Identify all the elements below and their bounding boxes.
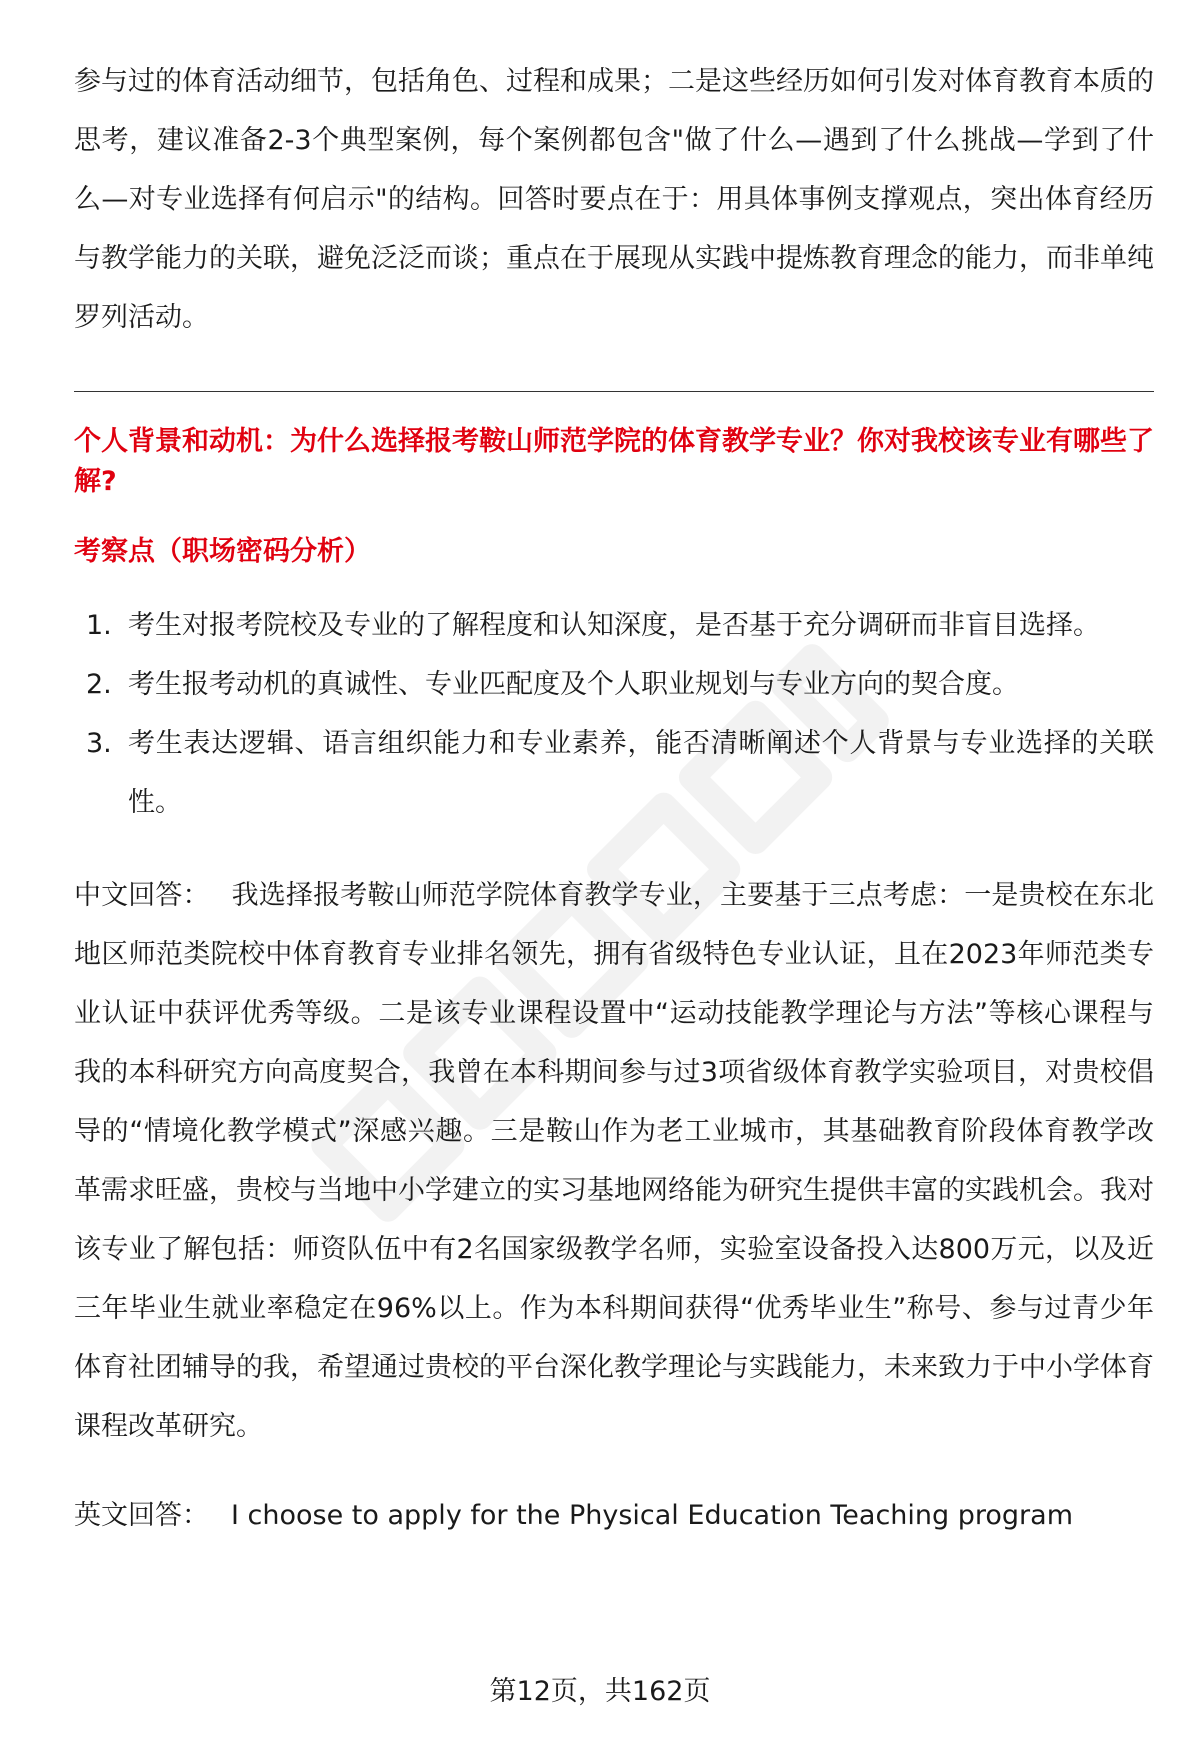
list-item-number: 2. xyxy=(86,669,112,700)
page-number-footer: 第12页，共162页 xyxy=(489,1676,711,1707)
english-answer-text: I choose to apply for the Physical Education Teaching program xyxy=(231,1500,1073,1531)
key-points-list xyxy=(74,596,1154,832)
intro-paragraph: 参与过的体育活动细节，包括角色、过程和成果；二是这些经历如何引发对体育教育本质的思考，建议准备2-3个典型案例，每个案例都包含"做了什么—遇到了什么挑战—学到了什么—对专业选择有何启示"的结构。回答时要点在于：用具体事例支撑观点，突出体育经历与教学能力的关联，避免泛泛而谈；重点在于展现从实践中提炼教育理念的能力，而非单纯罗列活动。 xyxy=(74,66,1154,333)
chinese-answer xyxy=(74,866,1154,1456)
list-item xyxy=(74,714,1154,832)
document-page xyxy=(74,52,1154,1545)
list-item-number: 3. xyxy=(86,728,112,759)
english-answer-label: 英文回答： xyxy=(74,1500,209,1531)
list-item xyxy=(74,655,1154,714)
list-item-number: 1. xyxy=(86,610,112,641)
question-heading: 个人背景和动机：为什么选择报考鞍山师范学院的体育教学专业？你对我校该专业有哪些了解? xyxy=(74,426,1154,497)
list-item-text: 考生对报考院校及专业的了解程度和认知深度，是否基于充分调研而非盲目选择。 xyxy=(128,610,1100,641)
key-points-heading: 考察点（职场密码分析） xyxy=(74,536,371,567)
chinese-answer-label: 中文回答： xyxy=(74,880,210,911)
list-item xyxy=(74,596,1154,655)
section-divider xyxy=(74,391,1154,392)
english-answer xyxy=(74,1486,1154,1545)
chinese-answer-text: 我选择报考鞍山师范学院体育教学专业，主要基于三点考虑：一是贵校在东北地区师范类院校中体育教育专业排名领先，拥有省级特色专业认证，且在2023年师范类专业认证中获评优秀等级。二是该专业课程设置中“运动技能教学理论与方法”等核心课程与我的本科研究方向高度契合，我曾在本科期间参与过3项省级体育教学实验项目，对贵校倡导的“情境化教学模式”深感兴趣。三是鞍山作为老工业城市，其基础教育阶段体育教学改革需求旺盛，贵校与当地中小学建立的实习基地网络能为研究生提供丰富的实践机会。我对该专业了解包括：师资队伍中有2名国家级教学名师，实验室设备投入达800万元，以及近三年毕业生就业率稳定在96%以上。作为本科期间获得“优秀毕业生”称号、参与过青少年体育社团辅导的我，希望通过贵校的平台深化教学理论与实践能力，未来致力于中小学体育课程改革研究。 xyxy=(74,880,1155,1442)
list-item-text: 考生报考动机的真诚性、专业匹配度及个人职业规划与专业方向的契合度。 xyxy=(128,669,1019,700)
list-item-text: 考生表达逻辑、语言组织能力和专业素养，能否清晰阐述个人背景与专业选择的关联性。 xyxy=(128,728,1154,818)
